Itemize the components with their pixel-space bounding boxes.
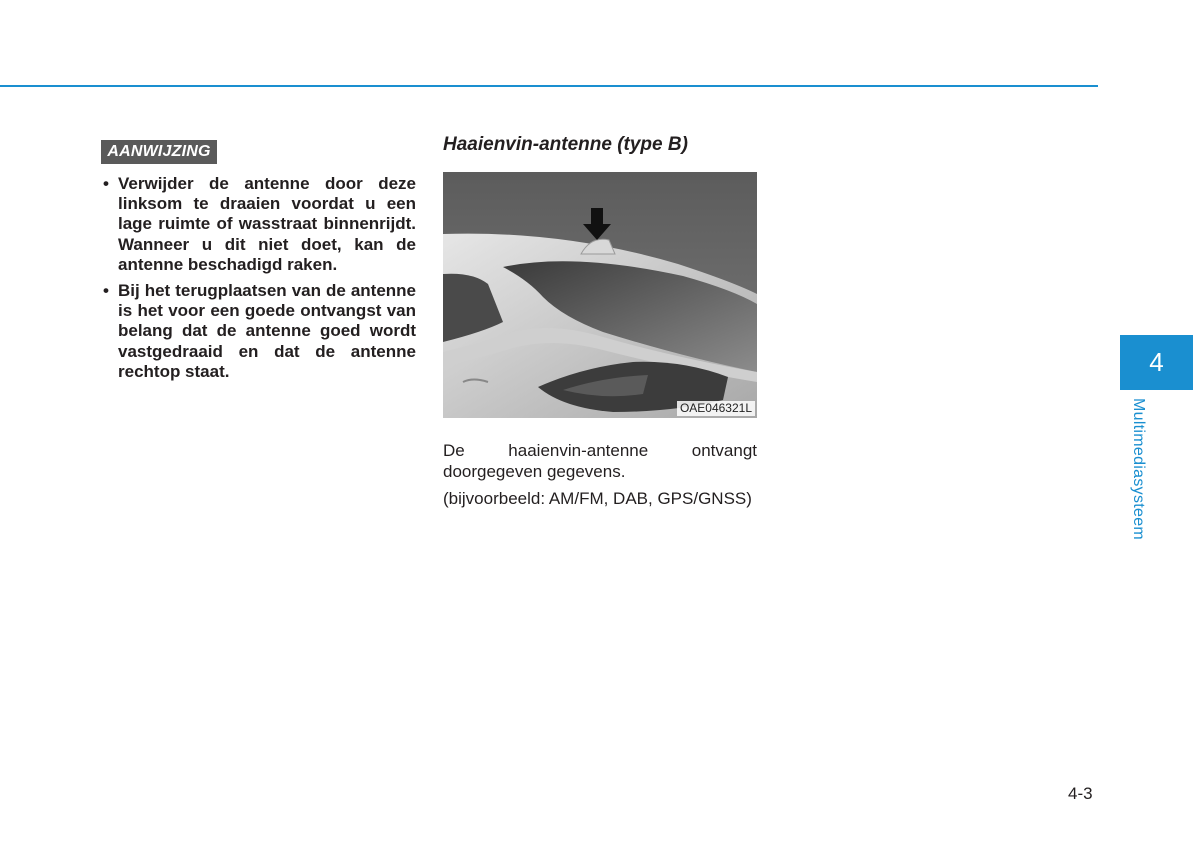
antenna-figure	[443, 172, 757, 418]
body-paragraph: De haaienvin-antenne ontvangt doorgegeven gegevens.	[443, 441, 757, 481]
notice-list	[101, 174, 416, 388]
chapter-title: Multimediasysteem	[1130, 398, 1147, 541]
notice-label: AANWIJZING	[101, 140, 217, 164]
car-rear-illustration	[443, 172, 757, 418]
section-title: Haaienvin-antenne (type B)	[443, 134, 688, 155]
page-number: 4-3	[1068, 784, 1093, 803]
notice-item: • Verwijder de antenne door deze linksom te draaien voordat u een lage ruimte of wasstraat binnenrijdt. Wanneer u dit niet doet, kan de antenne beschadigd raken.	[101, 174, 416, 275]
chapter-number-tab: 4	[1120, 335, 1193, 390]
figure-code: OAE046321L	[677, 401, 755, 416]
body-paragraph: (bijvoorbeeld: AM/FM, DAB, GPS/GNSS)	[443, 489, 752, 508]
header-rule	[0, 85, 1098, 87]
notice-item: • Bij het terugplaatsen van de antenne is het voor een goede ontvangst van belang dat de antenne goed wordt vastgedraaid en dat de antenne rechtop staat.	[101, 281, 416, 382]
